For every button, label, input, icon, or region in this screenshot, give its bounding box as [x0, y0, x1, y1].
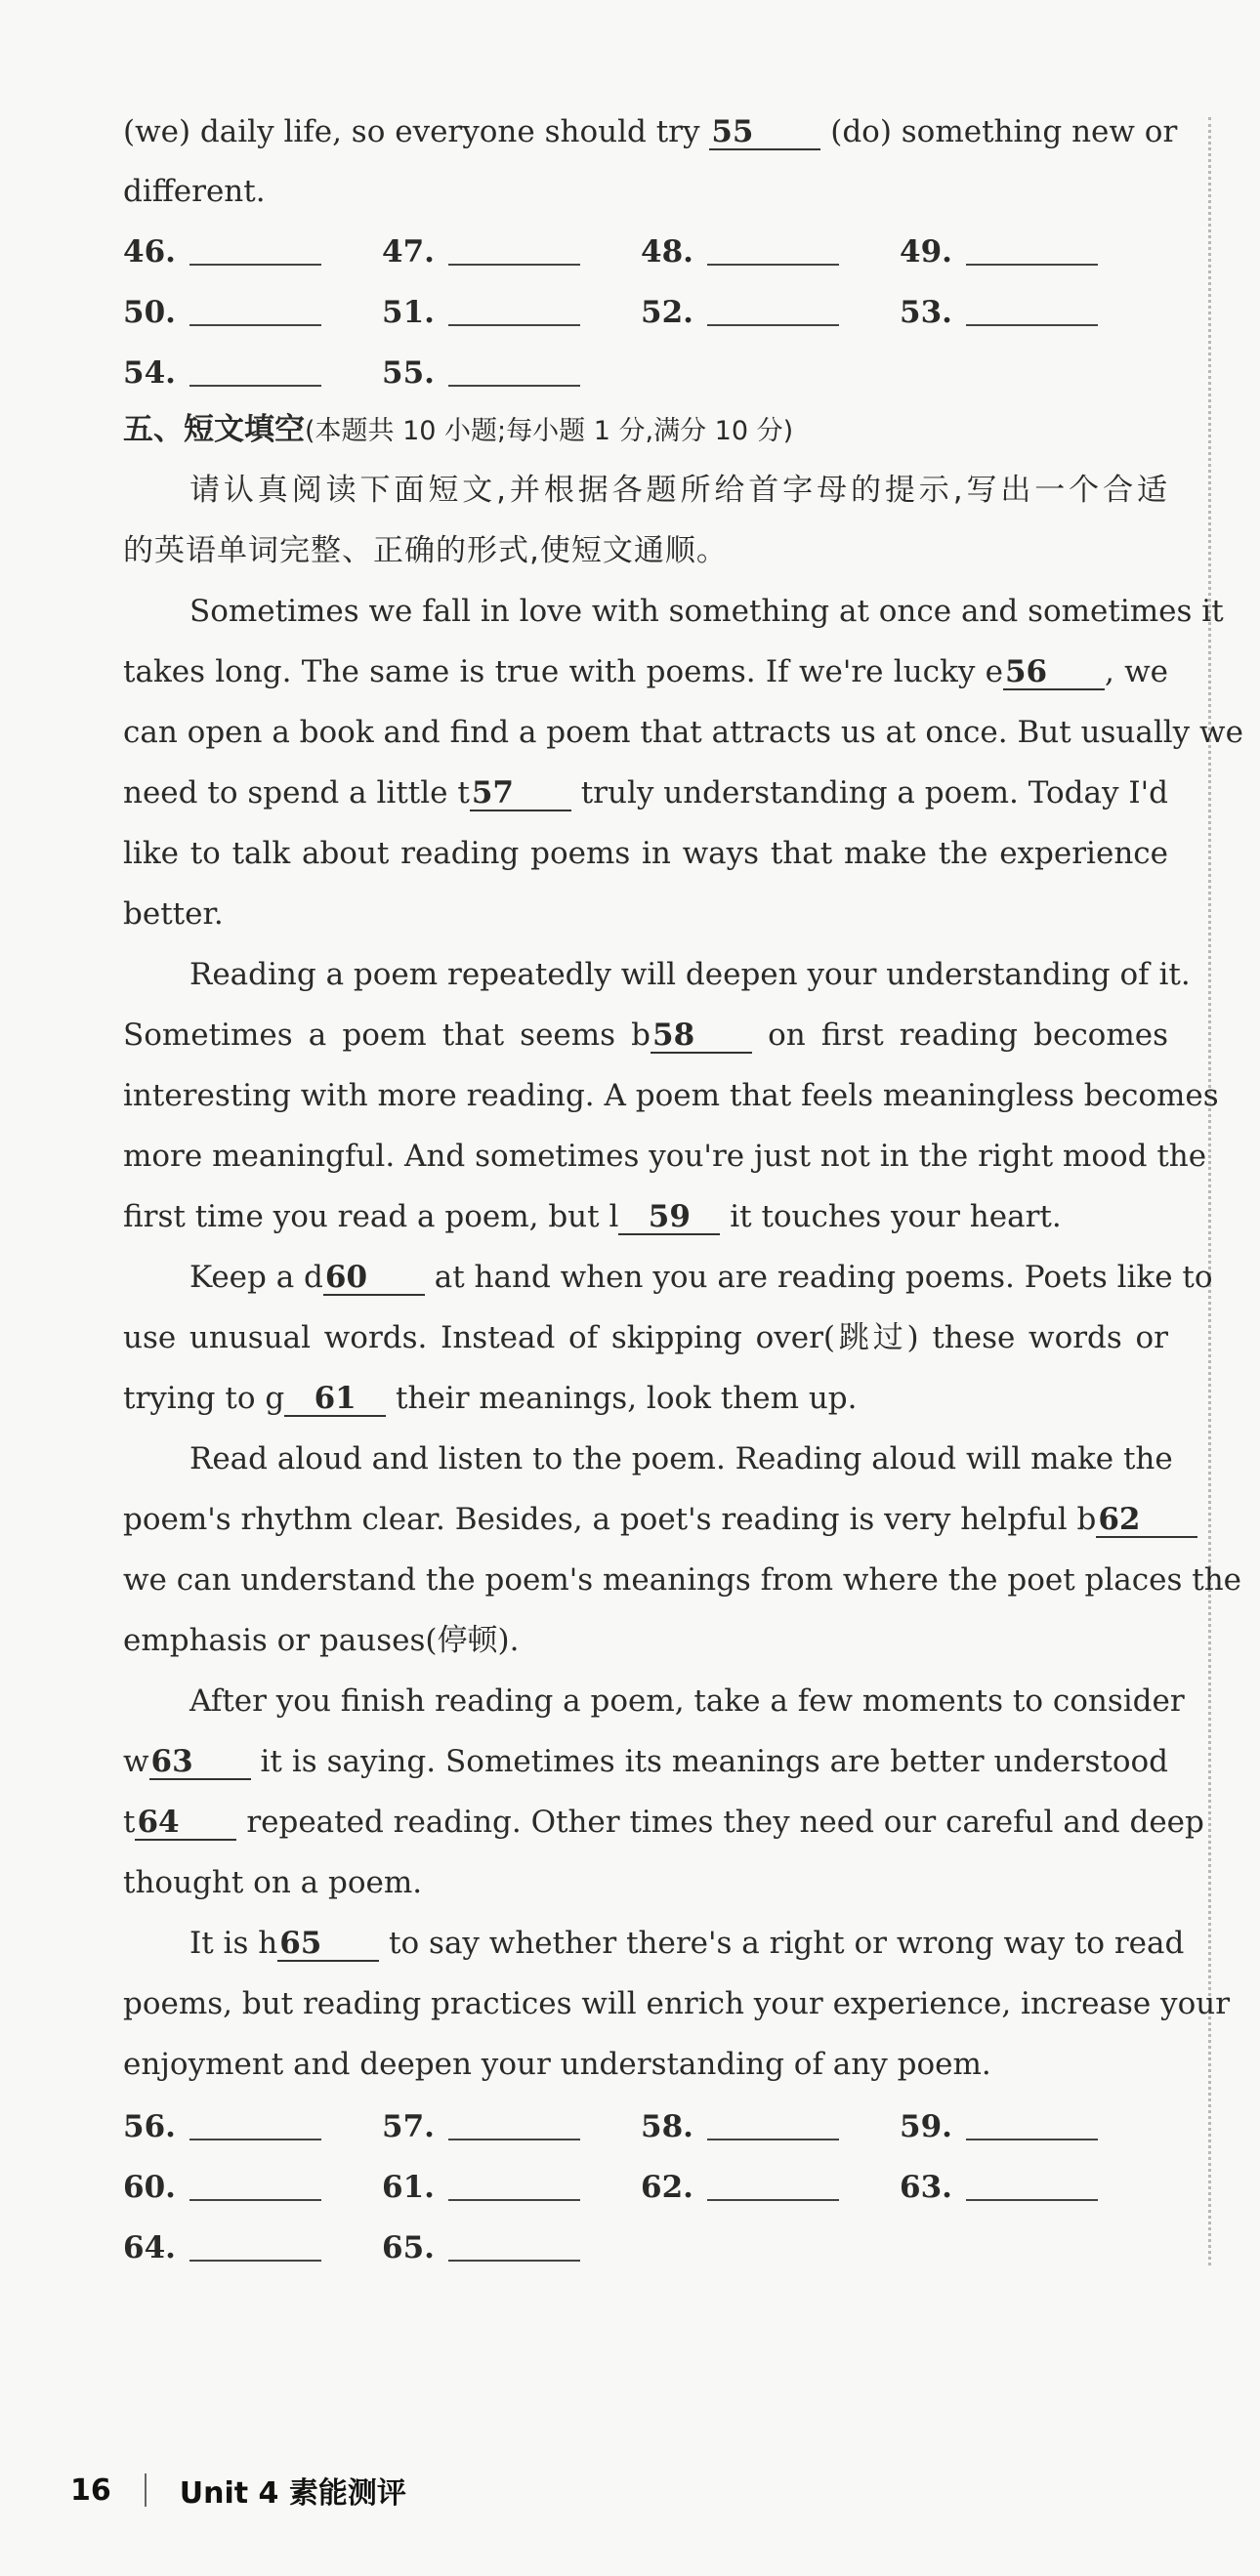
passage-line: Sometimes we fall in love with something at once and sometimes it — [189, 594, 1224, 629]
answer-item: 48. — [641, 232, 839, 271]
answer-line[interactable] — [966, 234, 1098, 266]
answer-item: 61. — [382, 2168, 580, 2207]
blank-58: 58 — [651, 1018, 752, 1054]
instruction-line-2: 的英语单词完整、正确的形式,使短文通顺。 — [123, 533, 728, 568]
answer-line[interactable] — [966, 295, 1098, 326]
page-number: 16 — [70, 2472, 111, 2508]
answer-line[interactable] — [448, 234, 580, 266]
passage-line: Reading a poem repeatedly will deepen your understanding of it. — [189, 957, 1191, 992]
passage-line: w63 it is saying. Sometimes its meanings are better understood — [123, 1744, 1168, 1779]
answer-line[interactable] — [189, 2109, 321, 2140]
blank-62: 62 — [1096, 1503, 1197, 1538]
top-text-line-2: different. — [123, 174, 266, 209]
blank-64: 64 — [135, 1806, 236, 1841]
answer-item: 55. — [382, 353, 580, 393]
answer-line[interactable] — [448, 2170, 580, 2201]
answer-line[interactable] — [448, 355, 580, 387]
blank-63: 63 — [149, 1745, 251, 1780]
blank-59: 59 — [618, 1200, 720, 1235]
answer-line[interactable] — [707, 234, 839, 266]
passage-line: first time you read a poem, but l 59 it touches your heart. — [123, 1199, 1062, 1234]
blank-65: 65 — [277, 1927, 379, 1962]
answer-item: 47. — [382, 232, 580, 271]
answer-item: 64. — [123, 2228, 321, 2267]
passage-line: like to talk about reading poems in ways that make the experience — [123, 836, 1168, 871]
passage-line: thought on a poem. — [123, 1865, 423, 1900]
answer-item: 54. — [123, 353, 321, 393]
answer-item: 63. — [900, 2168, 1098, 2207]
passage-line: takes long. The same is true with poems. If we're lucky e56 , we — [123, 654, 1169, 689]
passage-line: Sometimes a poem that seems b58 on first reading becomes — [123, 1018, 1168, 1053]
answer-item: 58. — [641, 2107, 839, 2146]
passage-line: emphasis or pauses(停顿). — [123, 1623, 520, 1658]
answer-line[interactable] — [448, 2109, 580, 2140]
passage-line: t64 repeated reading. Other times they need our careful and deep — [123, 1805, 1204, 1840]
blank-60: 60 — [323, 1261, 425, 1296]
answer-line[interactable] — [189, 295, 321, 326]
answer-line[interactable] — [189, 234, 321, 266]
answer-item: 60. — [123, 2168, 321, 2207]
passage-line: more meaningful. And sometimes you're just not in the right mood the — [123, 1139, 1207, 1174]
answer-item: 57. — [382, 2107, 580, 2146]
answer-item: 46. — [123, 232, 321, 271]
instruction-line-1: 请认真阅读下面短文,并根据各题所给首字母的提示,写出一个合适 — [189, 473, 1168, 508]
answer-line[interactable] — [707, 295, 839, 326]
passage-line: Keep a d60 at hand when you are reading poems. Poets like to — [189, 1260, 1213, 1295]
answer-line[interactable] — [189, 355, 321, 387]
answer-line[interactable] — [189, 2230, 321, 2262]
passage-line: trying to g 61 their meanings, look them up. — [123, 1381, 858, 1416]
answer-item: 51. — [382, 293, 580, 332]
answer-line[interactable] — [448, 2230, 580, 2262]
answer-item: 65. — [382, 2228, 580, 2267]
top-text-line-1: (we) daily life, so everyone should try 55 (do) something new or — [123, 114, 1178, 149]
footer-divider — [145, 2473, 147, 2507]
page-footer — [70, 2467, 406, 2514]
answer-item: 49. — [900, 232, 1098, 271]
answer-line[interactable] — [189, 2170, 321, 2201]
answer-line[interactable] — [966, 2170, 1098, 2201]
answer-line[interactable] — [448, 295, 580, 326]
passage-line: After you finish reading a poem, take a few moments to consider — [189, 1683, 1185, 1719]
passage-line: enjoyment and deepen your understanding of any poem. — [123, 2047, 991, 2082]
passage-line: poem's rhythm clear. Besides, a poet's reading is very helpful b62 — [123, 1500, 1168, 1539]
passage-line: Read aloud and listen to the poem. Reading aloud will make the — [189, 1441, 1173, 1476]
answer-item: 59. — [900, 2107, 1098, 2146]
passage-line: interesting with more reading. A poem that feels meaningless becomes — [123, 1078, 1219, 1113]
passage-line: we can understand the poem's meanings from where the poet places the — [123, 1562, 1242, 1598]
answer-line[interactable] — [966, 2109, 1098, 2140]
binding-dotted-line — [1208, 117, 1211, 2265]
passage-line: better. — [123, 896, 224, 932]
passage-line: poems, but reading practices will enrich your experience, increase your — [123, 1986, 1231, 2021]
blank-57: 57 — [470, 776, 571, 811]
answer-item: 53. — [900, 293, 1098, 332]
answer-item: 62. — [641, 2168, 839, 2207]
passage-line: need to spend a little t57 truly understanding a poem. Today I'd — [123, 775, 1168, 810]
answer-item: 50. — [123, 293, 321, 332]
section-title: 五、短文填空(本题共 10 小题;每小题 1 分,满分 10 分) — [123, 412, 794, 447]
blank-61: 61 — [284, 1382, 386, 1417]
unit-label: Unit 4 素能测评 — [179, 2476, 406, 2511]
passage-line: use unusual words. Instead of skipping over(跳过) these words or — [123, 1320, 1168, 1355]
blank-56: 56 — [1003, 655, 1105, 690]
answer-line[interactable] — [707, 2109, 839, 2140]
passage-line: It is h65 to say whether there's a right or wrong way to read — [189, 1926, 1185, 1961]
answer-item: 56. — [123, 2107, 321, 2146]
answer-line[interactable] — [707, 2170, 839, 2201]
passage-line: can open a book and find a poem that attracts us at once. But usually we — [123, 715, 1243, 750]
answer-item: 52. — [641, 293, 839, 332]
blank-55: 55 — [709, 115, 820, 150]
